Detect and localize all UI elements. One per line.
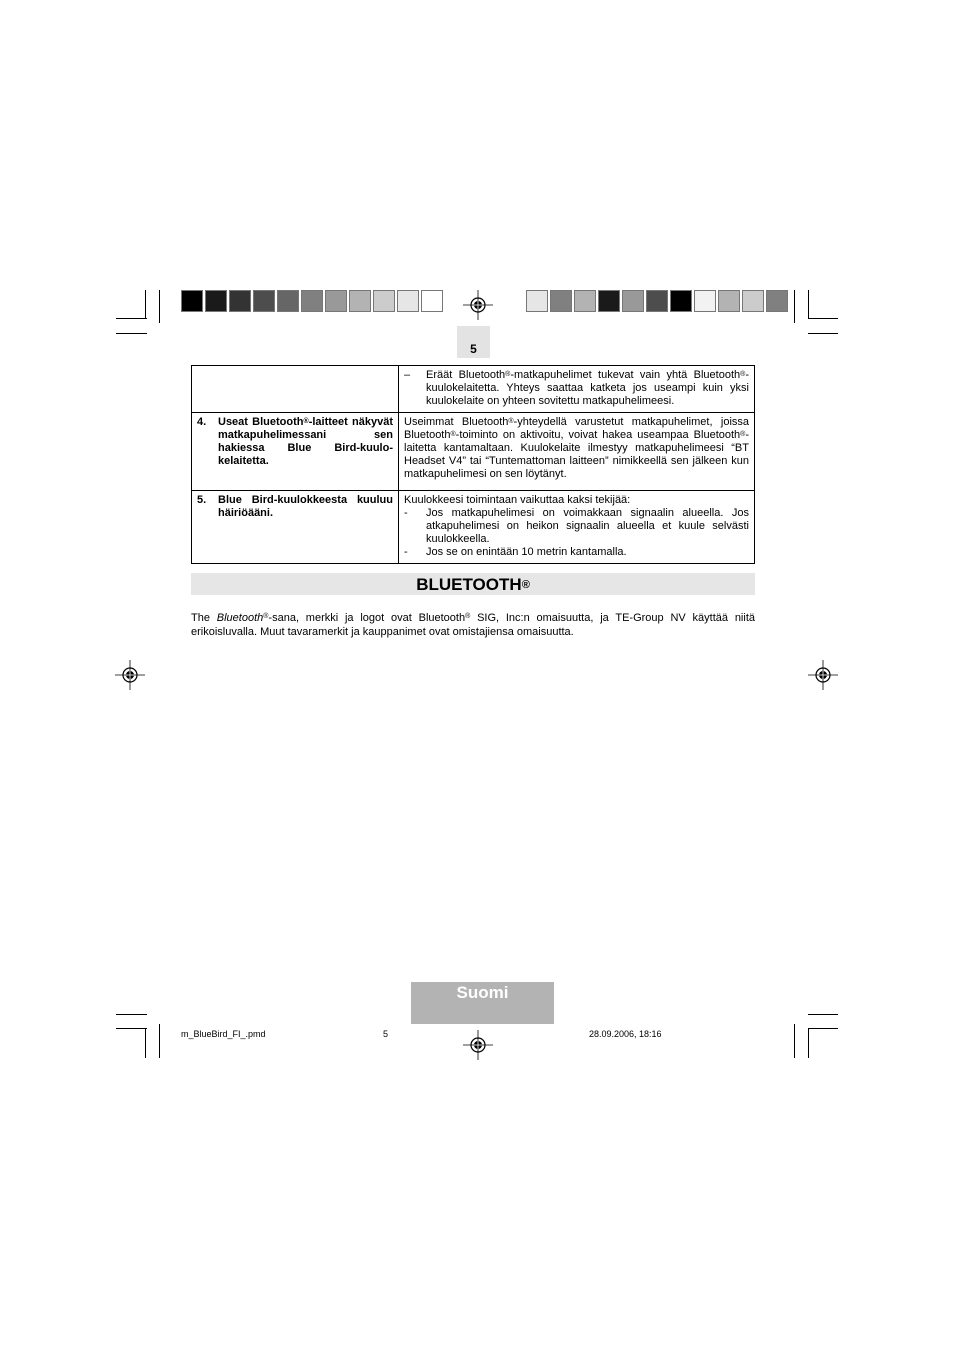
list-item	[404, 507, 749, 546]
solution-cell	[399, 491, 755, 564]
color-swatch	[598, 290, 620, 312]
footer-page: 5	[383, 1029, 389, 1039]
registration-mark-icon	[808, 660, 838, 690]
solution-cell	[399, 366, 755, 413]
color-swatch	[181, 290, 203, 312]
color-swatch	[574, 290, 596, 312]
color-swatch	[253, 290, 275, 312]
color-bar-left	[181, 290, 445, 312]
section-title: BLUETOOTH®	[191, 573, 755, 595]
problem-cell	[192, 413, 399, 491]
color-swatch	[526, 290, 548, 312]
list-item-text: Eräät Bluetooth®-matkapuhelimet tukevat vain yhtä Bluetooth®-kuulokelaitetta. Yhteys saattaa katketa jos useampi kuin yksi kuulokelaite on yhteen sovitettu matkapuhelimeesi.	[426, 369, 749, 407]
color-swatch	[373, 290, 395, 312]
list-bullet: -	[404, 546, 408, 558]
color-swatch	[670, 290, 692, 312]
table-row	[192, 366, 755, 413]
list-item-text: Jos se on enintään 10 metrin kantamalla.	[426, 546, 627, 558]
color-swatch	[550, 290, 572, 312]
list-item-text: Jos matkapuhelimesi on voimakkaan signaalin alueella. Jos atkapuhelimesi on heikon signaalin alueella et kuule selvästi kuulokkeella.	[426, 507, 749, 545]
table-row	[192, 491, 755, 564]
problem-text: Blue Bird-kuulokkeesta kuuluu häiriöääni.	[218, 494, 393, 519]
solution-text: Useimmat Bluetooth®-yhteydellä varustetut matkapuhelimet, joissa Bluetooth®-toiminto on aktivoitu, voivat hakea useampaa Bluetooth®-laitetta kantamaltaan. Kuulokelaite ilmestyy matkapuhelimeesi “BT Headset V4” tai “Tuntemattoman laitteen” nimikkeellä sen jälkeen kun matkapuhelimesi on sen löytänyt.	[404, 416, 750, 480]
color-swatch	[766, 290, 788, 312]
color-swatch	[349, 290, 371, 312]
problem-cell	[192, 366, 399, 413]
list-bullet: -	[404, 507, 408, 519]
footer-datetime: 28.09.2006, 18:16	[589, 1029, 662, 1039]
color-swatch	[622, 290, 644, 312]
troubleshooting-table	[191, 365, 755, 564]
page-number-box	[457, 326, 490, 358]
solution-intro: Kuulokkeesi toimintaan vaikuttaa kaksi tekijää:	[404, 494, 631, 506]
solution-cell	[399, 413, 755, 491]
color-swatch	[301, 290, 323, 312]
registration-mark-icon	[115, 660, 145, 690]
color-swatch	[277, 290, 299, 312]
color-swatch	[421, 290, 443, 312]
problem-text: Useat Bluetooth®-laitteet näkyvät matkapuhelimessani sen hakiessa Blue Bird-kuulo-kelaitetta.	[218, 416, 393, 467]
color-swatch	[205, 290, 227, 312]
trademark-paragraph: The Bluetooth®-sana, merkki ja logot ovat Bluetooth® SIG, Inc:n omaisuutta, ja TE-Group NV käyttää niitä erikoisluvalla. Muut tavaramerkit ja kauppanimet ovat omistajiensa omaisuutta.	[191, 612, 755, 638]
problem-number: 5.	[197, 494, 207, 506]
registration-mark-icon	[463, 290, 493, 320]
color-swatch	[646, 290, 668, 312]
problem-number: 4.	[197, 416, 207, 428]
color-swatch	[718, 290, 740, 312]
color-swatch	[694, 290, 716, 312]
problem-cell	[192, 491, 399, 564]
color-swatch	[325, 290, 347, 312]
color-bar-right	[526, 290, 790, 312]
footer-filename: m_BlueBird_FI_.pmd	[181, 1029, 266, 1039]
list-bullet: –	[404, 369, 411, 381]
registration-mark-icon	[463, 1030, 493, 1060]
color-swatch	[229, 290, 251, 312]
color-swatch	[742, 290, 764, 312]
color-swatch	[397, 290, 419, 312]
page-number: 5	[470, 342, 477, 356]
list-item	[404, 369, 749, 408]
list-item	[404, 546, 749, 559]
table-row	[192, 413, 755, 491]
language-tab: Suomi	[411, 982, 554, 1024]
